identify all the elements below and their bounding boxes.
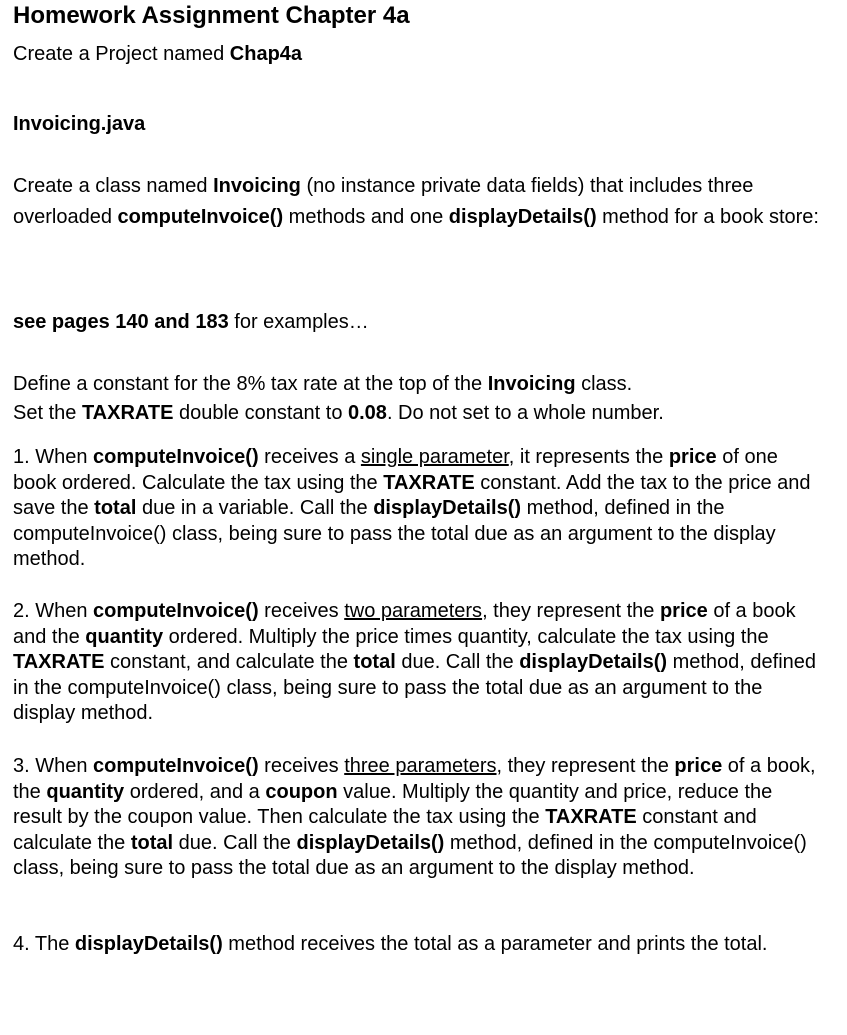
keyword: total xyxy=(94,497,137,519)
method-name: computeInvoice() xyxy=(93,755,259,777)
step-text: receives a xyxy=(258,446,361,468)
project-name: Chap4a xyxy=(229,43,303,65)
keyword: total xyxy=(130,831,174,854)
method-name: displayDetails() xyxy=(448,206,597,228)
keyword: price xyxy=(659,600,708,622)
keyword: price xyxy=(674,755,723,777)
constant-paragraph xyxy=(13,370,828,428)
constant-name: TAXRATE xyxy=(13,651,105,673)
parameter-count: three parameters xyxy=(344,755,497,777)
keyword: coupon xyxy=(265,780,338,803)
intro-text: (no instance private data fields) that includes three overloaded xyxy=(13,175,754,228)
step-text: constant. Add the tax to the price and save the xyxy=(13,471,811,519)
intro-paragraph xyxy=(13,171,828,233)
project-instruction xyxy=(13,43,302,66)
step-text: method, defined in the computeInvoice() class, being sure to pass the total due as an argument to the display method. xyxy=(13,831,807,879)
constant-name: TAXRATE xyxy=(383,471,475,494)
step-text: due. Call the xyxy=(395,651,520,673)
step-text: , they represent the xyxy=(482,600,660,622)
constant-text: Define a constant for the 8% tax rate at the top of the xyxy=(13,373,488,395)
step-text: 4. The xyxy=(13,933,75,955)
keyword: quantity xyxy=(46,780,125,803)
constant-line xyxy=(13,399,828,428)
step-text: constant and calculate the xyxy=(13,806,757,854)
step-text: due in a variable. Call the xyxy=(136,497,374,519)
intro-text: methods and one xyxy=(283,206,449,228)
method-name: computeInvoice() xyxy=(93,446,259,468)
step-text: receives xyxy=(258,755,345,777)
step-text: 3. When xyxy=(13,755,94,777)
constant-text: . Do not set to a whole number. xyxy=(386,402,664,424)
step-text: method, defined in the computeInvoice() class, being sure to pass the total due as an argument to the display method. xyxy=(13,651,817,724)
step-text: due. Call the xyxy=(173,831,297,854)
step-text: 1. When xyxy=(13,446,94,468)
step-text: ordered, and a xyxy=(124,780,266,803)
intro-text: method for a book store: xyxy=(596,206,819,228)
step-text: 2. When xyxy=(13,600,94,622)
step-4-paragraph xyxy=(13,932,823,958)
method-name: displayDetails() xyxy=(519,651,668,673)
step-text: value. Multiply the quantity and price, reduce the result by the coupon value. Then calculate the tax using the xyxy=(13,780,773,828)
method-name: computeInvoice() xyxy=(117,206,284,228)
step-3-paragraph xyxy=(13,754,823,882)
step-text: method receives the total as a parameter and prints the total. xyxy=(222,933,768,955)
step-text: constant, and calculate the xyxy=(104,651,354,673)
page-title: Homework Assignment Chapter 4a xyxy=(13,2,410,29)
file-name-heading: Invoicing.java xyxy=(13,113,146,135)
constant-name: TAXRATE xyxy=(81,402,174,424)
step-text: method, defined in the computeInvoice() class, being sure to pass the total due as an argument to the display method. xyxy=(13,497,776,570)
page-numbers: see pages 140 and 183 xyxy=(13,311,229,333)
step-text: of a book, the xyxy=(13,755,816,803)
step-text: of a book and the xyxy=(13,600,796,648)
constant-name: TAXRATE xyxy=(545,806,637,828)
step-text: receives xyxy=(258,600,345,622)
class-name: Invoicing xyxy=(213,175,301,197)
method-name: displayDetails() xyxy=(296,831,445,854)
constant-text: class. xyxy=(575,373,633,395)
intro-text: Create a class named xyxy=(13,175,214,197)
constant-text: double constant to xyxy=(173,402,348,424)
method-name: computeInvoice() xyxy=(93,600,259,622)
step-1-paragraph xyxy=(13,445,823,573)
method-name: displayDetails() xyxy=(74,933,223,955)
method-name: displayDetails() xyxy=(373,497,522,519)
step-text: ordered. Multiply the price times quantity, calculate the tax using the xyxy=(163,625,769,648)
step-text: of one book ordered. Calculate the tax using the xyxy=(13,446,778,494)
keyword: quantity xyxy=(85,625,164,648)
step-text: , it represents the xyxy=(508,446,669,468)
page-reference-text: for examples… xyxy=(228,311,369,333)
step-2-paragraph xyxy=(13,599,823,727)
parameter-count: two parameters xyxy=(344,600,483,622)
constant-text: Set the xyxy=(13,402,82,424)
keyword: price xyxy=(668,446,717,468)
keyword: total xyxy=(353,651,396,673)
page-reference xyxy=(13,311,369,334)
step-text: , they represent the xyxy=(496,755,675,777)
parameter-count: single parameter xyxy=(360,446,509,468)
project-instruction-text: Create a Project named xyxy=(13,43,230,65)
constant-value: 0.08 xyxy=(348,402,387,424)
class-name: Invoicing xyxy=(487,373,576,395)
constant-line xyxy=(13,370,828,399)
